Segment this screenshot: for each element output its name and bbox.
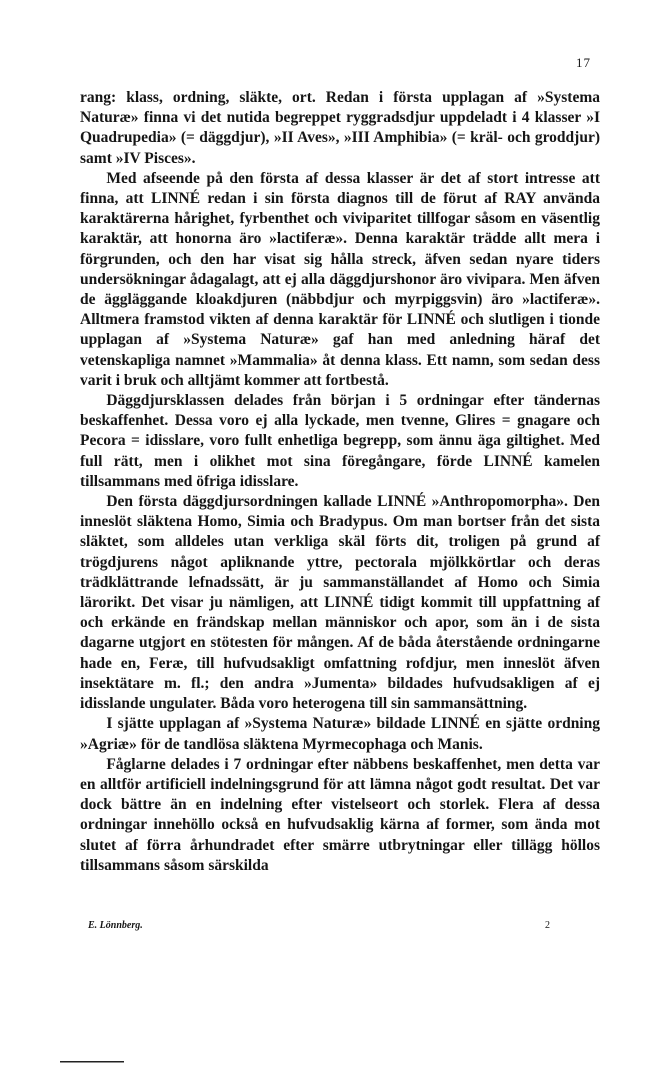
signature-mark: 2 — [545, 920, 550, 931]
paragraph: I sjätte upplagan af »Systema Naturæ» bildade LINNÉ en sjätte ordning »Agriæ» för de tandlösa släktena Myrmecophaga och Manis. — [80, 715, 600, 753]
page-number: 17 — [576, 55, 591, 70]
footer-author: E. Lönnberg. — [88, 920, 143, 931]
paragraph: rang: klass, ordning, släkte, ort. Redan i första upplagan af »Systema Naturæ» finna vi det nutida begreppet ryggradsdjur uppdeladt i 4 klasser »I Quadrupedia» (= däggdjur), »II Aves», »III Amphibia» (= kräl- och groddjur) samt »IV Pisces». — [80, 89, 600, 167]
paragraph: Med afseende på den första af dessa klasser är det af stort intresse att finna, att LINNÉ redan i sin första diagnos till de förut af RAY använda karaktärerna hårighet, fyrbenthet och viviparitet tillfogar såsom en väsentlig karaktär, att honorna äro »lactiferæ». Denna karaktär trädde allt mera i förgrunden, och den har visat sig hålla streck, äfven sedan nyare tiders undersökningar ådagalagt, att ej alla däggdjurshonor äro vivipara. Men äfven de äggläggande kloakdjuren (näbbdjur och myrpiggsvin) äro »lactiferæ». Alltmera framstod vikten af denna karaktär för LINNÉ och slutligen i tionde upplagan af »Systema Naturæ» gaf han med anledning häraf det vetenskapliga namnet »Mammalia» åt denna klass. Ett namn, som sedan dess varit i bruk och alltjämt kommer att fortbestå. — [80, 169, 600, 389]
paragraph: Däggdjursklassen delades från början i 5 ordningar efter tändernas beskaffenhet. Dessa voro ej alla lyckade, men tvenne, Glires = gnagare och Pecora = idisslare, voro fullt enhetliga begrepp, som ännu äga giltighet. Med full rätt, men i olikhet mot sina föregångare, förde LINNÉ kamelen tillsammans med öfriga idisslare. — [80, 392, 600, 490]
body-text — [80, 88, 600, 876]
scan-mark — [60, 1060, 124, 1063]
page-footer — [88, 920, 550, 931]
paragraph: Den första däggdjursordningen kallade LINNÉ »Anthropomorpha». Den inneslöt släktena Homo, Simia och Bradypus. Om man bortser från det sista släktet, som alldeles utan verkliga skäl förts dit, troligen på grund af trögdjurens något apliknande yttre, pectorala mjölkkörtlar och deras trädklättrande lefnadssätt, är ju sammanställandet af Homo och Simia lärorikt. Det visar ju nämligen, att LINNÉ tidigt kommit till uppfattning af och erkände en frändskap mellan människor och apor, som än i de sista dagarne utgjort en stötesten för mången. Af de båda återstående ordningarne hade en, Feræ, till hufvudsakligt omfattning rofdjur, men inneslöt äfven insektätare m. fl.; den andra »Jumenta» bildades hufvudsakligen af ej idisslande ungulater. Båda voro heterogena till sin sammansättning. — [80, 493, 600, 713]
paragraph: Fåglarne delades i 7 ordningar efter näbbens beskaffenhet, men detta var en alltför artificiell indelningsgrund för att lämna något godt resultat. Det var dock bättre än en indelning efter vistelseort och storlek. Flera af dessa ordningar innehöllo också en hufvudsaklig kärna af former, som ända mot slutet af förra århundradet efter smärre utbrytningar eller tillägg höllos tillsammans såsom särskilda — [80, 755, 600, 874]
